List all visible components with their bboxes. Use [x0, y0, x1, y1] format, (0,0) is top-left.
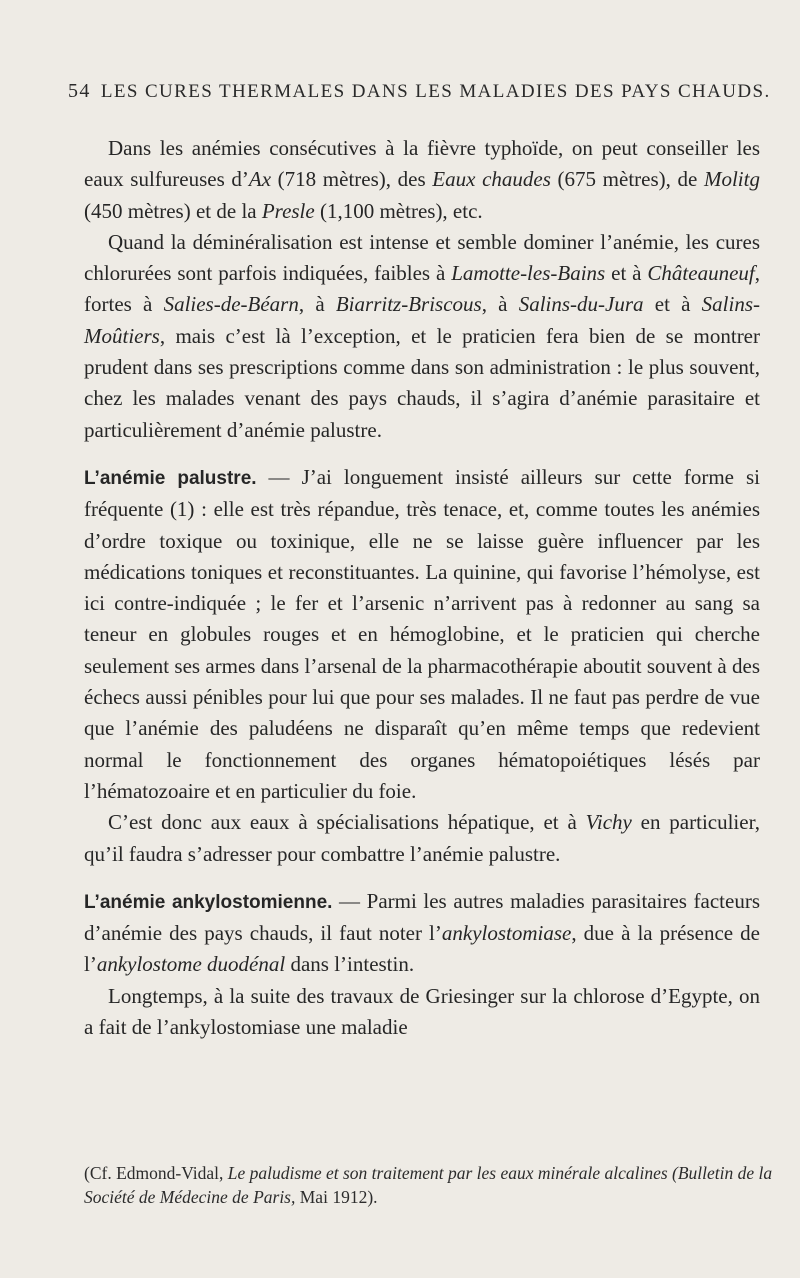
text-run: Parmi les autres maladies parasitaires facteurs d’anémie des pays chauds, il faut noter l’	[84, 888, 760, 946]
text-run: (675 mètres), de	[550, 167, 704, 192]
text-run: dans l’intestin.	[285, 952, 415, 977]
place-name-salins-moutiers: Salins-Moûtiers	[84, 292, 760, 348]
place-name-ax: Ax	[248, 167, 272, 192]
place-name-salins-jura: Salins-du-Jura	[518, 292, 644, 317]
place-name-chateauneuf: Châteauneuf	[647, 261, 755, 286]
footnote	[84, 1161, 774, 1209]
paragraph-anemies-typhoide	[84, 133, 760, 227]
running-title: LES CURES THERMALES DANS LES MALADIES DES PAYS CHAUDS.	[100, 81, 771, 102]
term-ankylostomiase: ankylostomiase	[441, 921, 572, 946]
text-run: (1,100 mètres), etc.	[314, 198, 483, 223]
text-run: , à	[298, 292, 336, 317]
text-run: (450 mètres) et de la	[84, 198, 262, 223]
place-name-salies: Salies-de-Béarn	[163, 292, 299, 317]
place-name-biarritz: Biarritz-Briscous	[335, 292, 482, 317]
text-run: Dans les anémies consécutives à la fièvre typhoïde, on peut conseiller les eaux sulfureuses d’	[84, 136, 760, 192]
body-text	[84, 133, 760, 1043]
section-anemie-ankylostomienne	[84, 886, 760, 981]
place-name-vichy: Vichy	[585, 810, 632, 835]
text-run: , due à la présence de l’	[84, 921, 760, 977]
text-run: et à	[605, 261, 648, 286]
footnote-text: Mai 1912).	[295, 1187, 378, 1207]
footnote-text: (Cf. Edmond-Vidal,	[84, 1163, 228, 1183]
text-run: —	[256, 464, 302, 489]
text-run: J’ai longuement insisté ailleurs sur cette forme si fréquente (1) : elle est très répandue, très tenace, et, comme toutes les anémies d’ordre toxique ou toxinique, elle ne se laisse guère influencer par les médications toniques et reconstituantes. La quinine, qui favorise l’hémolyse, est ici contre-indiquée ; le fer et l’arsenic n’arrivent pas à redonner au sang sa teneur en globules rouges et en hémoglobine, et le praticien qui cherche seulement ses armes dans l’arsenal de la pharmacothérapie aboutit souvent à des échecs aussi pénibles pour lui que pour ses malades. Il ne faut pas perdre de vue que l’anémie des paludéens ne disparaît qu’en même temps que redevient normal le fonctionnement des organes hématopoiétiques lésés par l’hématozoaire et en particulier du foie.	[84, 464, 760, 803]
text-run: et à	[643, 292, 702, 317]
text-run: , à	[481, 292, 519, 317]
text-run: , mais c’est là l’exception, et le praticien fera bien de se montrer prudent dans ses prescriptions comme dans son administration : le plus souvent, chez les malades venant des pays chauds, il s’agira d’anémie parasitaire et particulièrement d’anémie palustre.	[84, 323, 760, 442]
paragraph-chlorose: Longtemps, à la suite des travaux de Griesinger sur la chlorose d’Egypte, on a fait de l’ankylostomiase une maladie	[84, 983, 760, 1040]
text-run: (718 mètres), des	[271, 167, 433, 192]
place-name-molitg: Molitg	[703, 167, 760, 192]
section-heading-anemie-ankylostomienne: L’anémie ankylostomienne.	[84, 891, 333, 913]
section-gap	[84, 446, 760, 462]
term-ankylostome-duodenal: ankylostome duodénal	[96, 952, 286, 977]
running-header	[68, 80, 771, 103]
page-number: 54	[68, 80, 91, 102]
text-run: Quand la déminéralisation est intense et semble dominer l’anémie, les cures chlorurées sont parfois indiquées, faibles à	[84, 229, 760, 286]
text-run: , fortes à	[84, 261, 760, 317]
section-heading-anemie-palustre: L’anémie palustre.	[84, 467, 257, 489]
paragraph-demineralisation	[84, 227, 760, 446]
place-name-presle: Presle	[261, 198, 315, 223]
place-name-eaux-chaudes: Eaux chaudes	[432, 167, 551, 192]
place-name-lamotte: Lamotte-les-Bains	[451, 261, 606, 286]
section-gap	[84, 870, 760, 886]
text-run: —	[332, 888, 367, 913]
text-run: en particulier, qu’il faudra s’adresser pour combattre l’anémie palustre.	[84, 810, 760, 866]
footnote-title: Le paludisme et son traitement par les eaux minérale alcalines (Bulletin de la Société de Médecine de Paris,	[84, 1163, 773, 1207]
section-anemie-palustre	[84, 462, 760, 807]
text-run: C’est donc aux eaux à spécialisations hépatique, et à	[108, 810, 586, 835]
paragraph-vichy	[84, 807, 760, 870]
